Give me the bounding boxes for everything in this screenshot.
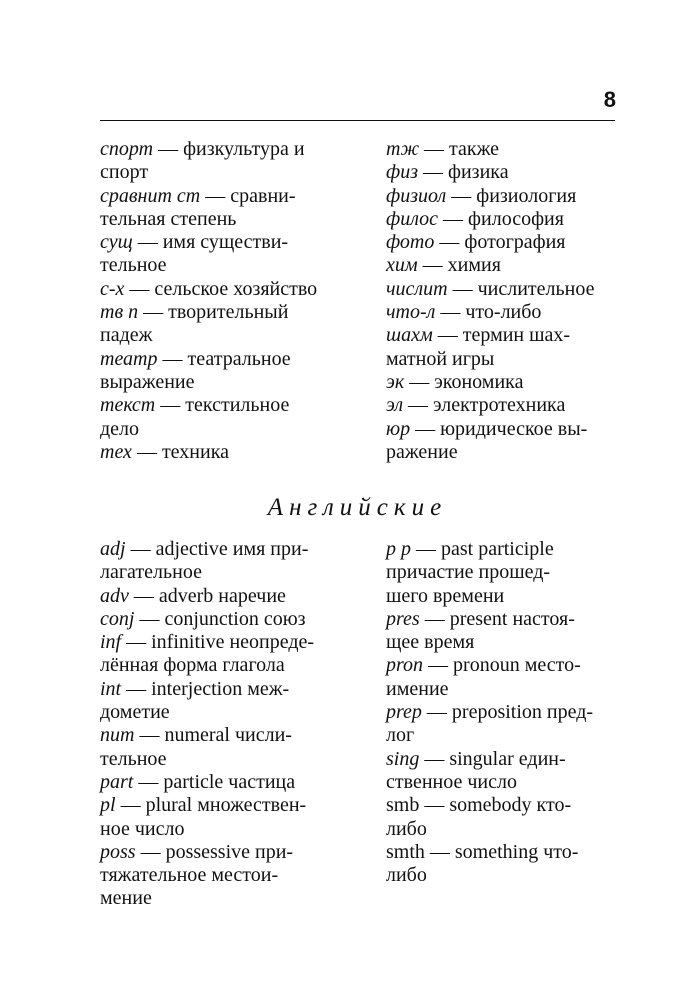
abbrev-definition: — сельское хозяйство (124, 277, 318, 300)
abbrev-term: num (100, 724, 135, 747)
abbrev-definition: — past participle (411, 538, 554, 560)
abbrev-definition: лагательное (100, 561, 202, 584)
abbrev-term: part (100, 770, 134, 793)
abbrev-entry (100, 231, 350, 278)
abbrev-term: sing (386, 747, 420, 770)
abbrev-entry (386, 394, 621, 417)
abbrev-definition: — техника (131, 440, 229, 463)
abbrev-entry (386, 748, 621, 795)
abbrev-definition: шего времени (386, 584, 505, 607)
abbrev-entry (100, 794, 350, 841)
abbrev-definition: — термин шах- (432, 324, 571, 347)
abbrev-definition: — философия (438, 207, 564, 230)
abbrev-definition: — singular един- (419, 747, 566, 770)
abbrev-definition: мение (100, 887, 152, 910)
abbrev-definition: — физиология (446, 184, 577, 207)
abbrev-definition: — фотография (434, 231, 566, 254)
abbrev-definition: щее время (386, 631, 475, 654)
abbrev-term: текст (100, 394, 156, 417)
abbrev-entry (386, 185, 621, 208)
abbrev-entry (100, 771, 350, 794)
abbrev-entry (386, 701, 621, 748)
abbrev-definition: лённая форма глагола (100, 654, 285, 677)
abbrev-term: adj (100, 538, 126, 560)
abbrev-term: спорт (100, 138, 154, 160)
abbrev-term: prep (386, 701, 422, 724)
abbrev-entry (100, 608, 350, 631)
abbrev-entry (386, 538, 621, 608)
abbrev-definition: либо (386, 864, 427, 887)
abbrev-definition: — физика (418, 161, 509, 184)
abbrev-term: сравнит ст (100, 184, 201, 207)
abbrev-definition: — adjective имя при- (125, 538, 309, 560)
page-number: 8 (603, 87, 616, 112)
abbrev-term: тех (100, 440, 132, 463)
abbrev-term: p p (386, 538, 411, 560)
abbrev-entry (386, 278, 621, 301)
abbrev-entry (100, 394, 350, 441)
abbrev-entry (386, 138, 621, 161)
abbrev-term: эл (386, 394, 404, 417)
abbrev-entry (386, 794, 621, 841)
abbrev-term: conj (100, 607, 135, 630)
abbrev-definition: — present настоя- (419, 607, 575, 630)
abbrev-definition: — юридическое вы- (410, 417, 588, 440)
abbrev-definition: лог (386, 724, 415, 747)
abbrev-term: физ (386, 161, 419, 184)
abbrev-entry (386, 371, 621, 394)
abbrev-entry (100, 841, 350, 911)
abbrev-column-bottom-right (386, 538, 621, 887)
abbrev-term: тв п (100, 301, 139, 324)
abbrev-term: тж (386, 138, 420, 160)
abbrev-definition: — infinitive неопреде- (121, 631, 315, 654)
abbrev-term: pres (386, 607, 420, 630)
abbrev-term: эк (386, 370, 405, 393)
abbrev-definition: — химия (417, 254, 501, 277)
abbrev-definition: — имя существи- (132, 231, 289, 254)
abbrev-term: числит (386, 277, 448, 300)
abbrev-definition: спорт (100, 161, 149, 184)
abbrev-definition: тельное (100, 747, 167, 770)
header-rule (100, 120, 615, 121)
abbrev-term: театр (100, 347, 158, 370)
abbrev-entry (100, 185, 350, 232)
abbrev-column-top-left (100, 138, 350, 464)
abbrev-term: pron (386, 654, 424, 677)
abbrev-definition: ное число (100, 817, 185, 840)
abbrev-entry (386, 418, 621, 465)
abbrev-definition: — числительное (447, 277, 595, 300)
abbrev-definition: имение (386, 677, 449, 700)
abbrev-term: физиол (386, 184, 447, 207)
abbrev-definition: тельное (100, 254, 167, 277)
abbrev-entry (386, 608, 621, 655)
abbrev-definition: — сравни- (200, 184, 296, 207)
abbrev-definition: — possessive при- (135, 840, 294, 863)
abbrev-definition: дометие (100, 701, 170, 724)
abbrev-term: сущ (100, 231, 133, 254)
abbrev-definition: — conjunction союз (134, 607, 306, 630)
abbrev-definition: — текстильное (155, 394, 290, 417)
abbrev-entry (100, 278, 350, 301)
abbrev-entry (100, 678, 350, 725)
abbrev-entry (386, 161, 621, 184)
abbrev-definition: — электротехника (403, 394, 566, 417)
abbrev-definition: причастие прошед- (386, 561, 551, 584)
abbrev-definition: — творительный (138, 301, 289, 324)
abbrev-term: что-л (386, 301, 436, 324)
abbrev-definition: матной игры (386, 347, 495, 370)
abbrev-term: шахм (386, 324, 433, 347)
abbrev-entry (100, 538, 350, 585)
abbrev-definition: ственное число (386, 770, 517, 793)
abbrev-entry (100, 585, 350, 608)
abbrev-entry (386, 254, 621, 277)
abbrev-definition: — pronoun место- (423, 654, 581, 677)
abbrev-definition: дело (100, 417, 140, 440)
abbrev-definition: падеж (100, 324, 153, 347)
abbrev-definition: — экономика (404, 370, 524, 393)
abbrev-entry (386, 301, 621, 324)
abbrev-entry (100, 348, 350, 395)
abbrev-definition: либо (386, 817, 427, 840)
abbrev-entry (386, 841, 621, 888)
abbrev-definition: выражение (100, 370, 195, 393)
abbrev-definition: тельная степень (100, 207, 237, 230)
abbrev-definition: — adverb наречие (128, 584, 286, 607)
abbrev-entry (100, 441, 350, 464)
abbrev-definition: — также (419, 138, 500, 160)
abbrev-term: фото (386, 231, 435, 254)
abbrev-definition: — что-либо (435, 301, 542, 324)
abbrev-term: inf (100, 631, 122, 654)
abbrev-column-bottom-left (100, 538, 350, 911)
section-heading: Английские (267, 494, 448, 521)
abbrev-entry (100, 631, 350, 678)
abbrev-term: int (100, 677, 122, 700)
abbrev-entry (386, 654, 621, 701)
abbrev-term: филос (386, 207, 439, 230)
abbrev-definition: smth — something что- (386, 840, 579, 863)
abbrev-definition: — particle частица (133, 770, 296, 793)
abbrev-entry (100, 724, 350, 771)
abbrev-term: poss (100, 840, 136, 863)
abbrev-definition: тяжательное местои- (100, 864, 279, 887)
abbrev-term: adv (100, 584, 129, 607)
abbrev-term: с-х (100, 277, 125, 300)
abbrev-definition: smb — somebody кто- (386, 794, 572, 817)
abbrev-definition: — preposition пред- (421, 701, 594, 724)
abbrev-column-top-right (386, 138, 621, 464)
abbrev-term: юр (386, 417, 411, 440)
abbrev-term: pl (100, 794, 116, 817)
abbrev-entry (386, 208, 621, 231)
abbrev-definition: — физкультура и (153, 138, 305, 160)
abbrev-definition: — plural множествен- (115, 794, 307, 817)
abbrev-definition: ражение (386, 440, 458, 463)
abbrev-entry (386, 231, 621, 254)
abbrev-entry (100, 138, 350, 185)
abbrev-term: хим (386, 254, 418, 277)
abbrev-definition: — театральное (157, 347, 291, 370)
abbrev-definition: — interjection меж- (121, 677, 290, 700)
abbrev-entry (100, 301, 350, 348)
abbrev-entry (386, 324, 621, 371)
abbrev-definition: — numeral числи- (134, 724, 292, 747)
